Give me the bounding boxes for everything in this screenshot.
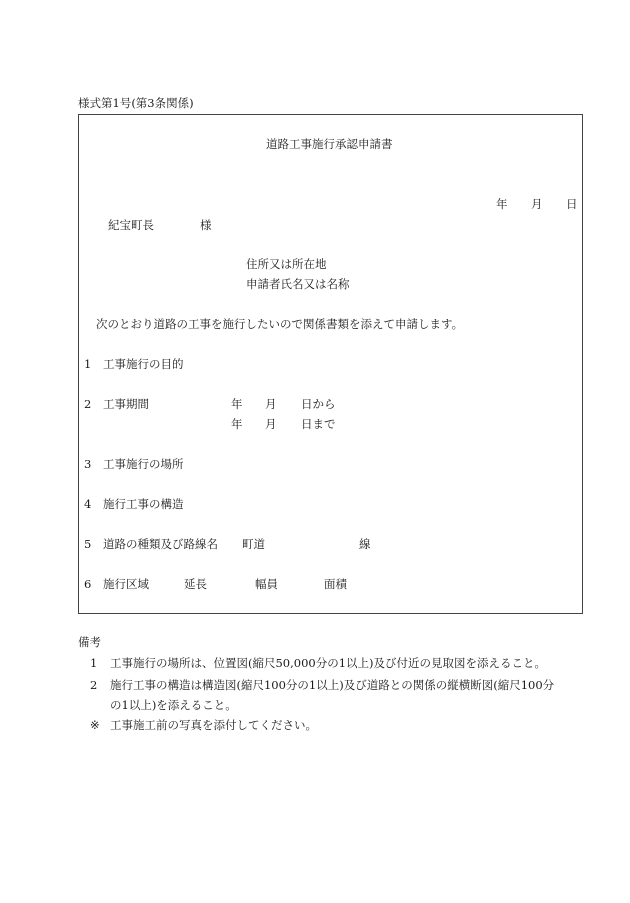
- item-1-label: 工事施行の目的: [103, 357, 184, 371]
- period-to-day: 日まで: [301, 417, 336, 431]
- note-item: [90, 720, 317, 732]
- date-month: 月: [531, 197, 543, 211]
- date-year: 年: [496, 197, 508, 211]
- note-text: 施行工事の構造は構造図(縮尺100分の1以上)及び道路との関係の縦横断図(縮尺100分: [110, 678, 555, 692]
- form-title: 道路工事施行承認申請書: [266, 137, 393, 151]
- addressee-name: 紀宝町長: [108, 218, 154, 232]
- period-to-month: 月: [265, 417, 277, 431]
- item-2-label: 工事期間: [103, 397, 149, 411]
- item-1-number: 1: [84, 357, 92, 371]
- item-4-label: 施行工事の構造: [103, 497, 184, 511]
- note-number: 1: [90, 656, 98, 670]
- road-line-suffix: 線: [359, 537, 371, 551]
- note-text: 工事施行の場所は、位置図(縮尺50,000分の1以上)及び付近の見取図を添えること。: [110, 656, 547, 670]
- applicant-address-label: 住所又は所在地: [246, 257, 327, 271]
- period-from-year: 年: [231, 397, 243, 411]
- item-6-label: 施行区域: [103, 577, 149, 591]
- item-4-number: 4: [84, 497, 92, 511]
- note-item: [90, 658, 546, 670]
- road-type: 町道: [242, 537, 265, 551]
- period-from-month: 月: [265, 397, 277, 411]
- area-area-label: 面積: [324, 577, 347, 591]
- addressee-honorific: 様: [200, 218, 212, 232]
- area-length-label: 延長: [184, 577, 207, 591]
- applicant-name-label: 申請者氏名又は名称: [246, 277, 350, 291]
- item-3-label: 工事施行の場所: [103, 457, 184, 471]
- note-item: [90, 680, 554, 692]
- form-number-label: 様式第1号(第3条関係): [78, 96, 194, 110]
- item-3-number: 3: [84, 457, 92, 471]
- item-2-number: 2: [84, 397, 92, 411]
- date-day: 日: [566, 197, 578, 211]
- item-5-number: 5: [84, 537, 92, 551]
- item-6-number: 6: [84, 577, 92, 591]
- period-to-year: 年: [231, 417, 243, 431]
- area-width-label: 幅員: [255, 577, 278, 591]
- notes-heading: 備考: [78, 635, 101, 649]
- item-5-label: 道路の種類及び路線名: [103, 537, 218, 551]
- note-number: ※: [90, 718, 100, 732]
- period-from-day: 日から: [301, 397, 336, 411]
- note-text: 工事施工前の写真を添付してください。: [110, 718, 317, 732]
- intro-text: 次のとおり道路の工事を施行したいので関係書類を添えて申請します。: [96, 317, 464, 331]
- note-text-continued: の1以上)を添えること。: [110, 698, 237, 712]
- note-number: 2: [90, 678, 98, 692]
